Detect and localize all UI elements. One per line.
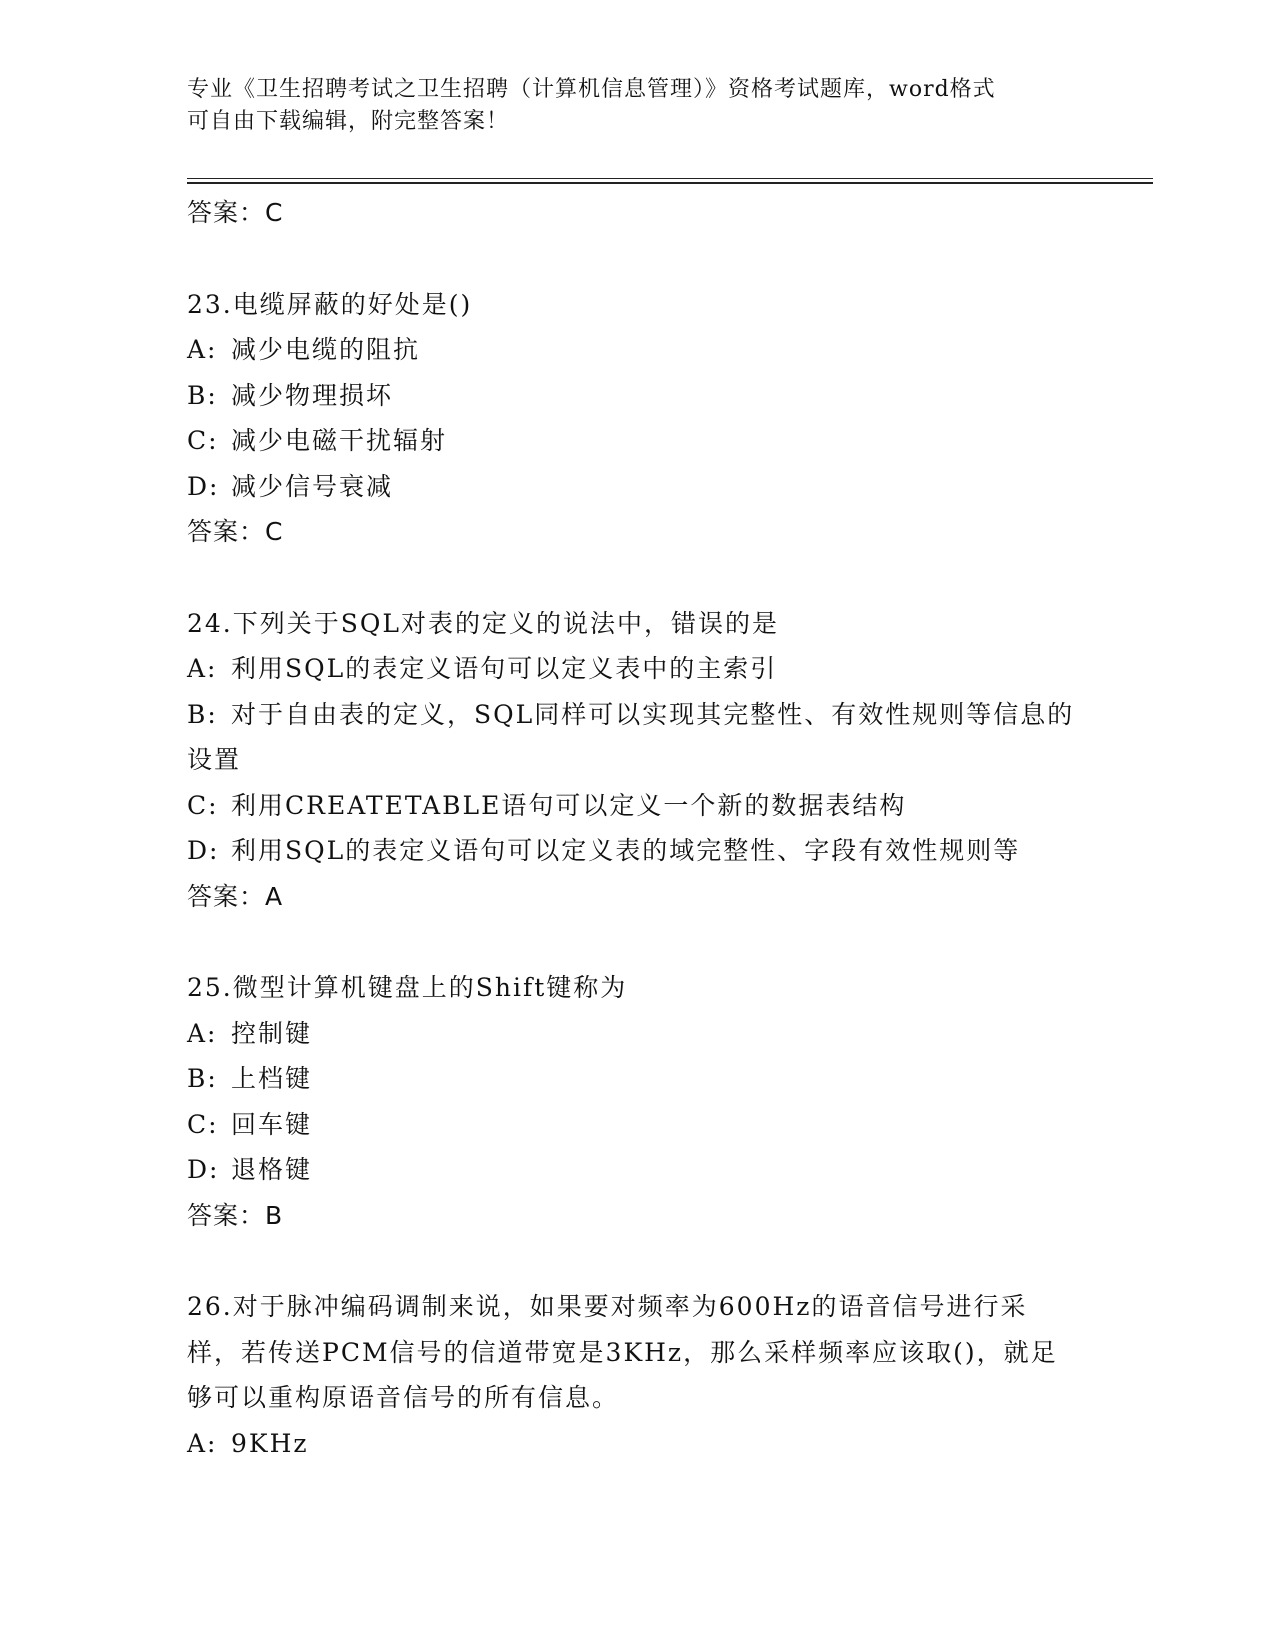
option-text: 减少电缆的阻抗 — [231, 335, 421, 364]
option-label: C: — [187, 790, 219, 820]
option-c — [187, 1102, 1077, 1148]
answer: 答案：C — [187, 517, 284, 546]
header-line-2: 可自由下载编辑，附完整答案！ — [187, 109, 510, 134]
option-a — [187, 327, 1077, 373]
option-text: 对于自由表的定义，SQL同样可以实现其完整性、有效性规则等信息的设置 — [187, 699, 1075, 774]
option-text: 利用SQL的表定义语句可以定义表中的主索引 — [231, 654, 778, 683]
header-rule-thin — [187, 178, 1153, 179]
option-text: 控制键 — [231, 1018, 313, 1048]
option-d — [187, 1147, 1077, 1193]
spacer — [187, 236, 1077, 282]
header-rule-thick — [187, 182, 1153, 184]
header-line-1: 专业《卫生招聘考试之卫生招聘（计算机信息管理）》资格考试题库，word格式 — [187, 77, 996, 102]
option-label: A: — [187, 1018, 218, 1048]
option-text: 减少电磁干扰辐射 — [231, 426, 448, 455]
question-24 — [187, 601, 1077, 920]
spacer — [187, 919, 1077, 965]
answer-previous: 答案：C — [187, 198, 284, 227]
question-23 — [187, 282, 1077, 555]
option-label: A: — [187, 1428, 218, 1458]
option-text: 减少物理损坏 — [231, 380, 394, 410]
option-label: A: — [187, 335, 218, 364]
answer: 答案：A — [187, 881, 284, 911]
answer: 答案：B — [187, 1200, 284, 1230]
option-text: 上档键 — [231, 1064, 313, 1093]
option-a — [187, 646, 1077, 692]
option-label: A: — [187, 654, 218, 683]
question-stem: 23.电缆屏蔽的好处是() — [187, 289, 473, 319]
option-text: 退格键 — [231, 1155, 313, 1184]
option-label: D: — [187, 471, 220, 501]
option-text: 减少信号衰减 — [231, 471, 394, 501]
option-c — [187, 418, 1077, 464]
option-text: 利用CREATETABLE语句可以定义一个新的数据表结构 — [231, 790, 907, 820]
option-label: D: — [187, 1155, 220, 1184]
option-c — [187, 783, 1077, 829]
question-stem: 26.对于脉冲编码调制来说，如果要对频率为600Hz的语音信号进行采样，若传送PCM信号的信道带宽是3KHz，那么采样频率应该取()，就足够可以重构原语音信号的所有信息。 — [187, 1292, 1058, 1412]
option-b — [187, 1056, 1077, 1102]
question-25 — [187, 965, 1077, 1238]
spacer — [187, 555, 1077, 601]
option-b — [187, 692, 1077, 783]
question-stem: 24.下列关于SQL对表的定义的说法中，错误的是 — [187, 608, 779, 638]
option-a — [187, 1011, 1077, 1057]
question-content — [187, 190, 1077, 1466]
option-d — [187, 828, 1077, 874]
option-b — [187, 373, 1077, 419]
option-label: B: — [187, 1064, 218, 1093]
option-text: 回车键 — [231, 1109, 313, 1139]
question-stem: 25.微型计算机键盘上的Shift键称为 — [187, 973, 628, 1002]
option-label: B: — [187, 699, 218, 729]
document-header — [187, 74, 1067, 138]
option-d — [187, 464, 1077, 510]
option-a — [187, 1421, 1077, 1467]
option-label: B: — [187, 380, 218, 410]
option-label: C: — [187, 426, 219, 455]
question-26 — [187, 1284, 1077, 1466]
spacer — [187, 1238, 1077, 1284]
option-label: C: — [187, 1109, 219, 1139]
option-text: 9KHz — [231, 1428, 309, 1458]
option-text: 利用SQL的表定义语句可以定义表的域完整性、字段有效性规则等 — [231, 836, 1021, 865]
option-label: D: — [187, 836, 220, 865]
